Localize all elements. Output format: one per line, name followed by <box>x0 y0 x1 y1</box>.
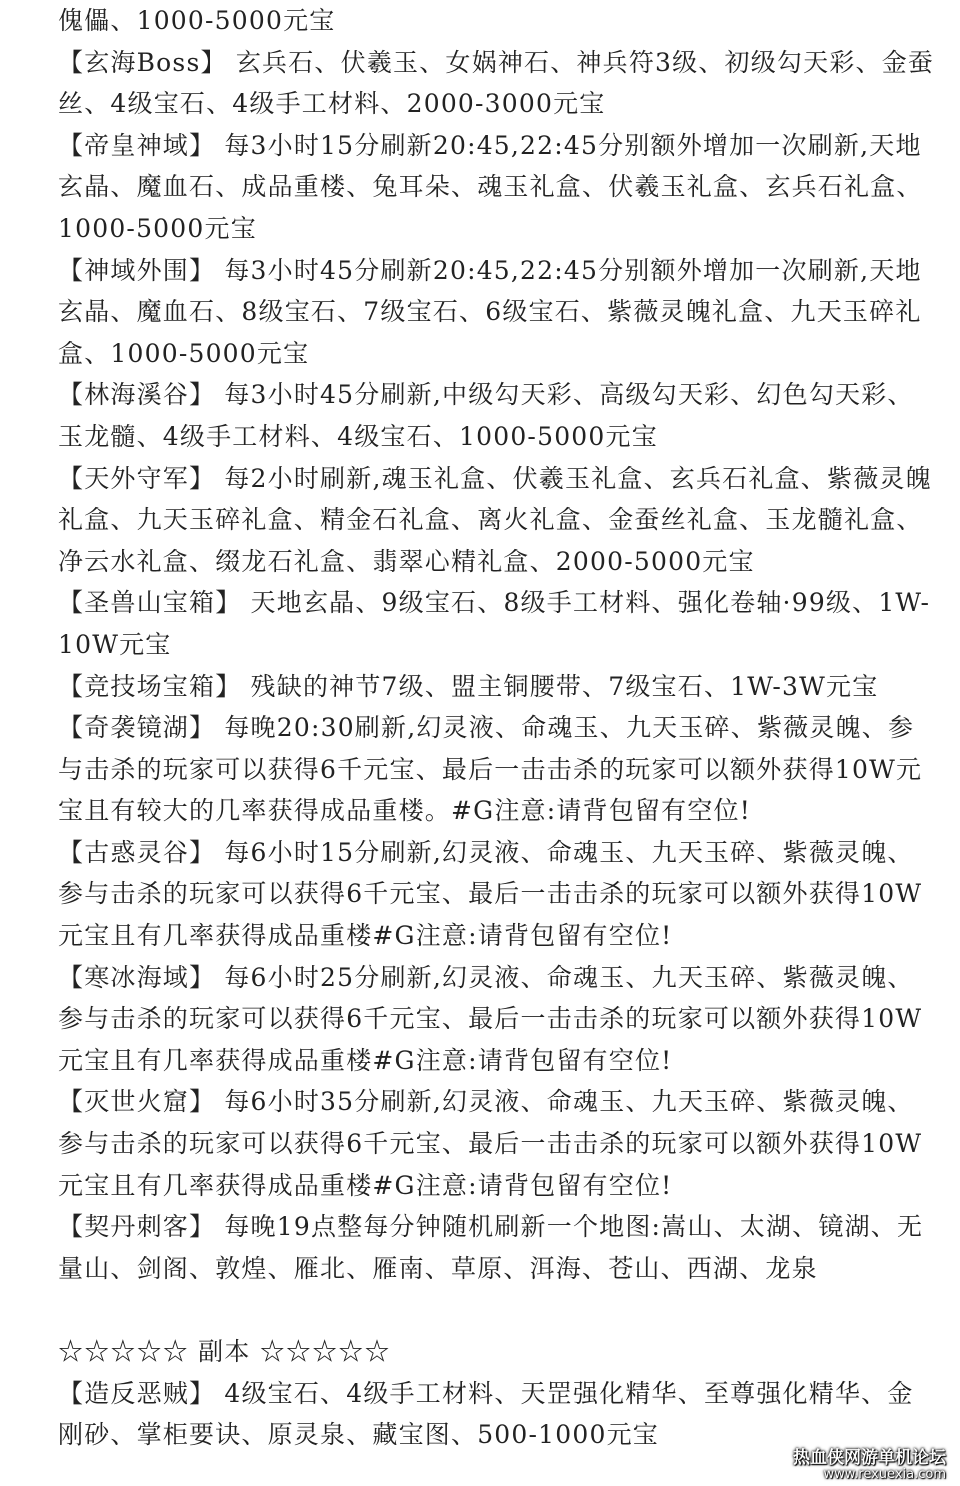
site-watermark <box>793 1449 946 1482</box>
paragraph-zaofan-ezei: 【造反恶贼】 4级宝石、4级手工材料、天罡强化精华、至尊强化精华、金刚砂、掌柜要诀、原灵泉、藏宝图、500-1000元宝 <box>58 1378 914 1450</box>
paragraph-linhai-xigu: 【林海溪谷】 每3小时45分刷新,中级勾天彩、高级勾天彩、幻色勾天彩、玉龙髓、4级手工材料、4级宝石、1000-5000元宝 <box>58 380 914 451</box>
paragraph-arena-chest: 【竞技场宝箱】 残缺的神节7级、盟主铜腰带、7级宝石、1W-3W元宝 <box>58 671 879 701</box>
section-heading-dungeon: ☆☆☆☆☆ 副本 ☆☆☆☆☆ <box>58 1337 391 1366</box>
paragraph-tianwai-shoujun: 【天外守军】 每2小时刷新,魂玉礼盒、伏羲玉礼盒、玄兵石礼盒、紫薇灵魄礼盒、九天玉碎礼盒、精金石礼盒、离火礼盒、金蚕丝礼盒、玉龙髓礼盒、净云水礼盒、缀龙石礼盒、翡翠心精礼盒、2000-5000元宝 <box>58 463 932 576</box>
article-body <box>58 0 938 1456</box>
paragraph-shengshoushan-chest: 【圣兽山宝箱】 天地玄晶、9级宝石、8级手工材料、强化卷轴·99级、1W-10W元宝 <box>58 588 931 659</box>
paragraph-mieshi-huoku: 【灭世火窟】 每6小时35分刷新,幻灵液、命魂玉、九天玉碎、紫薇灵魄、参与击杀的玩家可以获得6千元宝、最后一击击杀的玩家可以额外获得10W元宝且有几率获得成品重楼#G注意:请背包留有空位! <box>58 1087 923 1200</box>
watermark-url: www.rexuexia.com <box>823 1467 946 1482</box>
paragraph-hanbing-haiyu: 【寒冰海域】 每6小时25分刷新,幻灵液、命魂玉、九天玉碎、紫薇灵魄、参与击杀的玩家可以获得6千元宝、最后一击击杀的玩家可以额外获得10W元宝且有几率获得成品重楼#G注意:请背包留有空位! <box>58 962 923 1075</box>
paragraph-qixi-jinghu: 【奇袭镜湖】 每晚20:30刷新,幻灵液、命魂玉、九天玉碎、紫薇灵魄、参与击杀的玩家可以获得6千元宝、最后一击击杀的玩家可以额外获得10W元宝且有较大的几率获得成品重楼。#G注意:请背包留有空位! <box>58 713 923 826</box>
paragraph-puppet-rewards: 傀儡、1000-5000元宝 <box>58 6 336 35</box>
paragraph-qidan-cike: 【契丹刺客】 每晚19点整每分钟随机刷新一个地图:嵩山、太湖、镜湖、无量山、剑阁、敦煌、雁北、雁南、草原、洱海、苍山、西湖、龙泉 <box>58 1212 924 1283</box>
paragraph-dihuang-shenyu: 【帝皇神域】 每3小时15分刷新20:45,22:45分别额外增加一次刷新,天地玄晶、魔血石、成品重楼、兔耳朵、魂玉礼盒、伏羲玉礼盒、玄兵石礼盒、1000-5000元宝 <box>58 130 923 243</box>
paragraph-spacer <box>58 1289 938 1331</box>
watermark-title: 热血侠网游单机论坛 <box>793 1448 946 1468</box>
paragraph-xuanhai-boss: 【玄海Boss】 玄兵石、伏羲玉、女娲神石、神兵符3级、初级勾天彩、金蚕丝、4级宝石、4级手工材料、2000-3000元宝 <box>58 47 935 119</box>
paragraph-guhuo-linggu: 【古惑灵谷】 每6小时15分刷新,幻灵液、命魂玉、九天玉碎、紫薇灵魄、参与击杀的玩家可以获得6千元宝、最后一击击杀的玩家可以额外获得10W元宝且有几率获得成品重楼#G注意:请背包留有空位! <box>58 837 923 951</box>
paragraph-shenyu-waiwei: 【神域外围】 每3小时45分刷新20:45,22:45分别额外增加一次刷新,天地玄晶、魔血石、8级宝石、7级宝石、6级宝石、紫薇灵魄礼盒、九天玉碎礼盒、1000-5000元宝 <box>58 255 922 368</box>
